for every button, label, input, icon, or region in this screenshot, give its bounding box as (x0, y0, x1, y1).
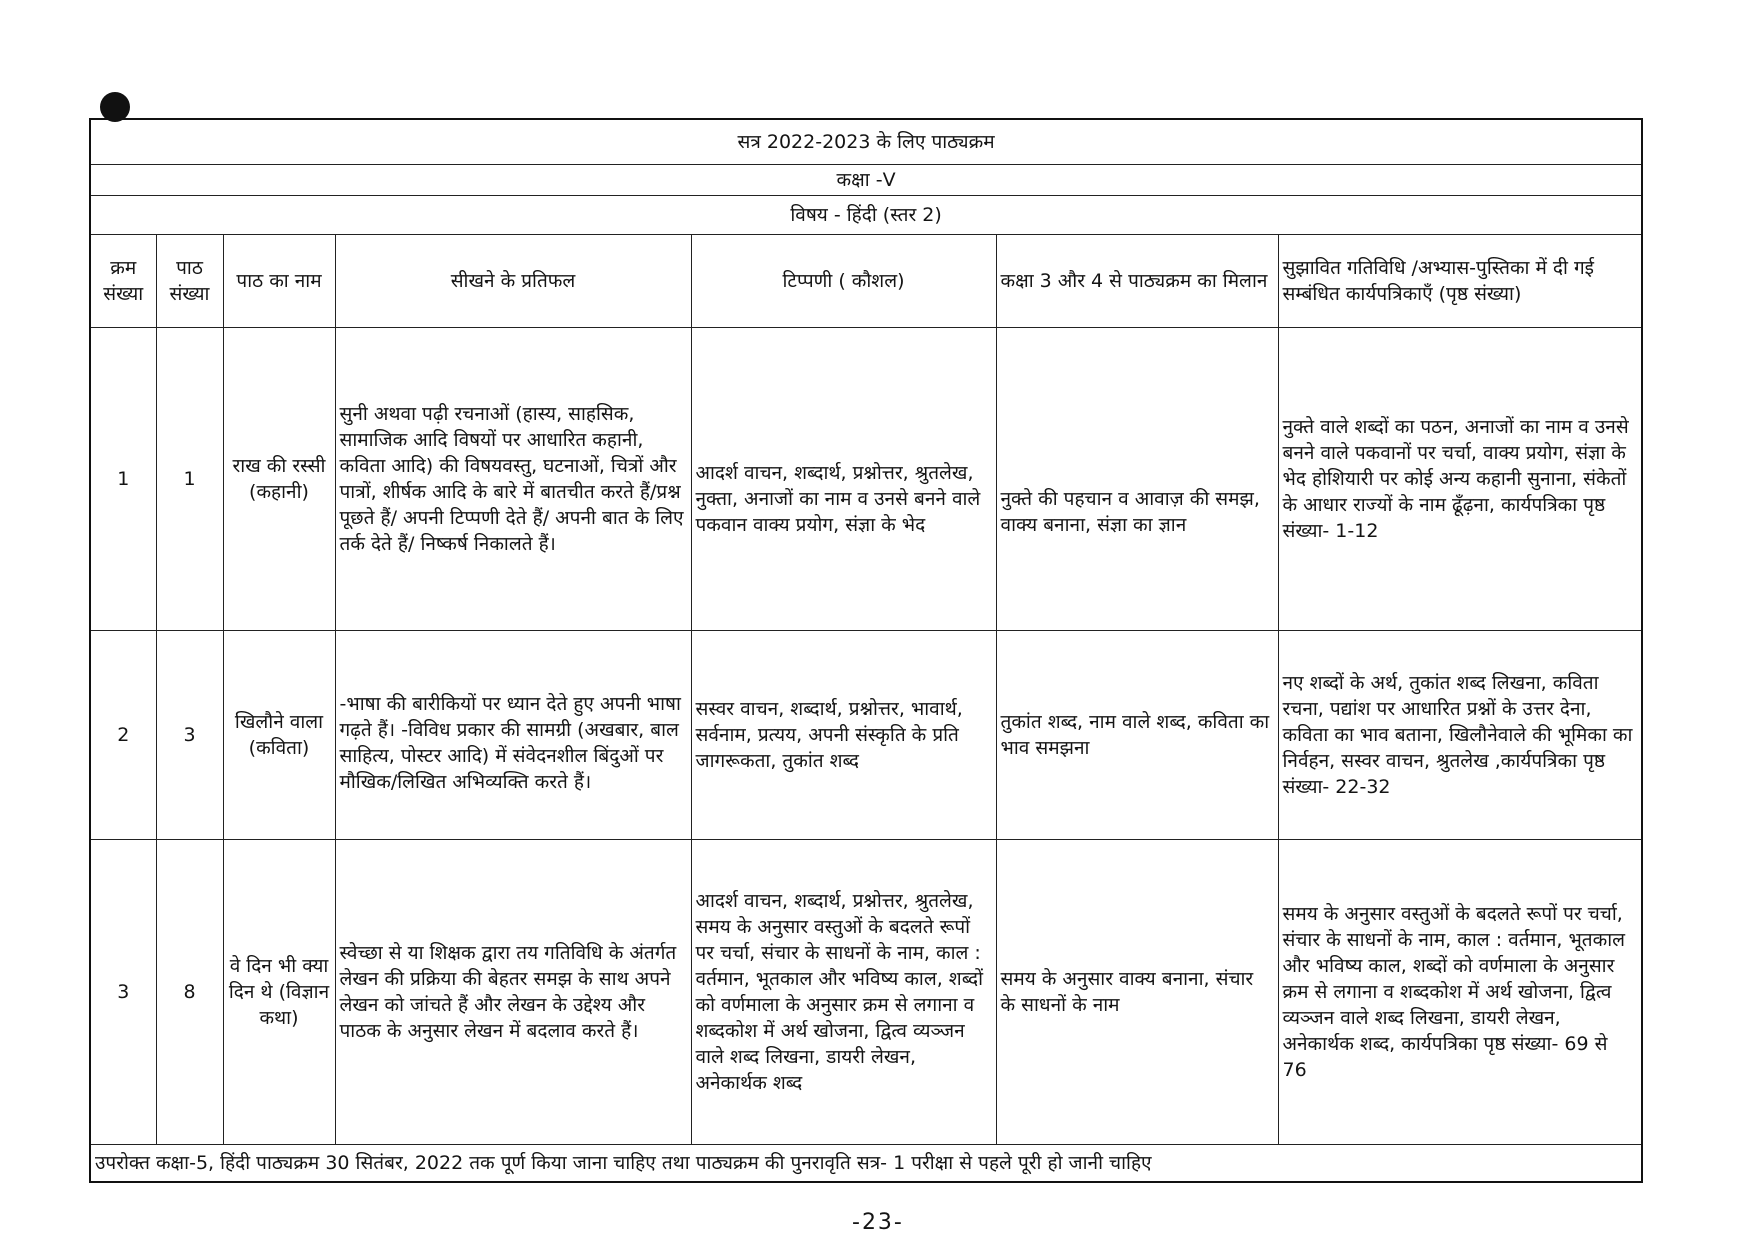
footer-note: उपरोक्त कक्षा-5, हिंदी पाठ्यक्रम 30 सितंबर, 2022 तक पूर्ण किया जाना चाहिए तथा पाठ्यक्रम की पुनरावृति सत्र- 1 परीक्षा से पहले पूरी हो जानी चाहिए (90, 1145, 1642, 1183)
cell-lesson-name: वे दिन भी क्या दिन थे (विज्ञान कथा) (223, 840, 335, 1145)
class-label: कक्षा -V (90, 165, 1642, 196)
header-serial: क्रम संख्या (90, 235, 156, 328)
document-title: सत्र 2022-2023 के लिए पाठ्यक्रम (90, 119, 1642, 165)
header-mapping: कक्षा 3 और 4 से पाठ्यक्रम का मिलान (996, 235, 1278, 328)
cell-lesson-number: 1 (156, 328, 223, 631)
cell-mapping: तुकांत शब्द, नाम वाले शब्द, कविता का भाव समझना (996, 631, 1278, 840)
cell-serial: 2 (90, 631, 156, 840)
table-row (90, 328, 1642, 631)
cell-lesson-name: राख की रस्सी (कहानी) (223, 328, 335, 631)
cell-serial: 1 (90, 328, 156, 631)
cell-mapping: समय के अनुसार वाक्य बनाना, संचार के साधनों के नाम (996, 840, 1278, 1145)
cell-outcomes: -भाषा की बारीकियों पर ध्यान देते हुए अपनी भाषा गढ़ते हैं। -विविध प्रकार की सामग्री (अखबार, बाल साहित्य, पोस्टर आदि) में संवेदनशील बिंदुओं पर मौखिक/लिखित अभिव्यक्ति करते हैं। (335, 631, 691, 840)
header-learning-outcomes: सीखने के प्रतिफल (335, 235, 691, 328)
cell-lesson-number: 3 (156, 631, 223, 840)
cell-activities: नए शब्दों के अर्थ, तुकांत शब्द लिखना, कविता रचना, पद्यांश पर आधारित प्रश्नों के उत्तर देना, कविता का भाव बताना, खिलौनेवाले की भूमिका का निर्वहन, सस्वर वाचन, श्रुतलेख ,कार्यपत्रिका पृष्ठ संख्या- 22-32 (1278, 631, 1642, 840)
subject-label: विषय - हिंदी (स्तर 2) (90, 196, 1642, 235)
header-lesson-name: पाठ का नाम (223, 235, 335, 328)
cell-lesson-number: 8 (156, 840, 223, 1145)
header-activities: सुझावित गतिविधि /अभ्यास-पुस्तिका में दी गई सम्बंधित कार्यपत्रिकाएँ (पृष्ठ संख्या) (1278, 235, 1642, 328)
cell-activities: समय के अनुसार वस्तुओं के बदलते रूपों पर चर्चा, संचार के साधनों के नाम, काल : वर्तमान, भूतकाल और भविष्य काल, शब्दों को वर्णमाला के अनुसार क्रम से लगाना व शब्दकोश में अर्थ खोजना, द्वित्व व्यञ्जन वाले शब्द लिखना, डायरी लेखन, अनेकार्थक शब्द, कार्यपत्रिका पृष्ठ संख्या- 69 से 76 (1278, 840, 1642, 1145)
cell-serial: 3 (90, 840, 156, 1145)
cell-outcomes: सुनी अथवा पढ़ी रचनाओं (हास्य, साहसिक, सामाजिक आदि विषयों पर आधारित कहानी, कविता आदि) की विषयवस्तु, घटनाओं, चित्रों और पात्रों, शीर्षक आदि के बारे में बातचीत करते हैं/प्रश्न पूछते हैं/ अपनी टिप्पणी देते हैं/ अपनी बात के लिए तर्क देते हैं/ निष्कर्ष निकालते हैं। (335, 328, 691, 631)
table-row (90, 840, 1642, 1145)
syllabus-table (89, 118, 1643, 1183)
cell-outcomes: स्वेच्छा से या शिक्षक द्वारा तय गतिविधि के अंतर्गत लेखन की प्रक्रिया की बेहतर समझ के साथ अपने लेखन को जांचते हैं और लेखन के उद्देश्य और पाठक के अनुसार लेखन में बदलाव करते हैं। (335, 840, 691, 1145)
cell-remarks: सस्वर वाचन, शब्दार्थ, प्रश्नोत्तर, भावार्थ, सर्वनाम, प्रत्यय, अपनी संस्कृति के प्रति जागरूकता, तुकांत शब्द (691, 631, 996, 840)
cell-remarks: आदर्श वाचन, शब्दार्थ, प्रश्नोत्तर, श्रुतलेख, समय के अनुसार वस्तुओं के बदलते रूपों पर चर्चा, संचार के साधनों के नाम, काल : वर्तमान, भूतकाल और भविष्य काल, शब्दों को वर्णमाला के अनुसार क्रम से लगाना व शब्दकोश में अर्थ खोजना, द्वित्व व्यञ्जन वाले शब्द लिखना, डायरी लेखन, अनेकार्थक शब्द (691, 840, 996, 1145)
cell-activities: नुक्ते वाले शब्दों का पठन, अनाजों का नाम व उनसे बनने वाले पकवानों पर चर्चा, वाक्य प्रयोग, संज्ञा के भेद होशियारी पर कोई अन्य कहानी सुनाना, संकेतों के आधार राज्यों के नाम ढूँढ़ना, कार्यपत्रिका पृष्ठ संख्या- 1-12 (1278, 328, 1642, 631)
cell-lesson-name: खिलौने वाला (कविता) (223, 631, 335, 840)
cell-remarks: आदर्श वाचन, शब्दार्थ, प्रश्नोत्तर, श्रुतलेख, नुक्ता, अनाजों का नाम व उनसे बनने वाले पकवान वाक्य प्रयोग, संज्ञा के भेद (691, 328, 996, 631)
header-lesson-number: पाठ संख्या (156, 235, 223, 328)
header-remarks: टिप्पणी ( कौशल) (691, 235, 996, 328)
page-number: -23- (852, 1210, 904, 1235)
cell-mapping: नुक्ते की पहचान व आवाज़ की समझ, वाक्य बनाना, संज्ञा का ज्ञान (996, 328, 1278, 631)
table-row (90, 631, 1642, 840)
